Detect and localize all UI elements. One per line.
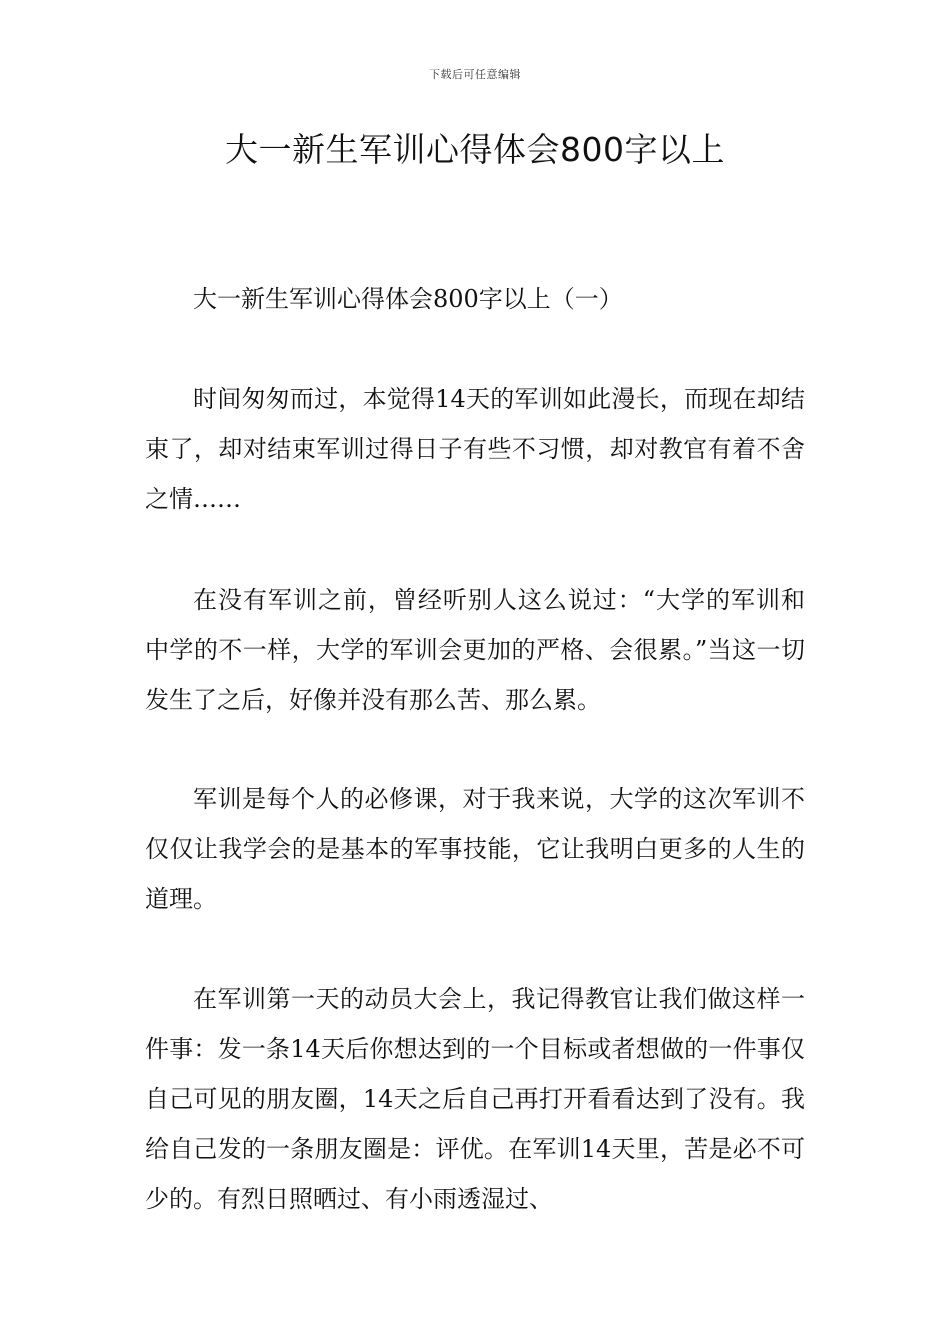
header-note: 下载后可任意编辑 <box>429 68 521 81</box>
paragraph: 时间匆匆而过，本觉得14天的军训如此漫长，而现在却结束了，却对结束军训过得日子有些不习惯，却对教官有着不舍之情…… <box>145 385 805 513</box>
paragraph: 在军训第一天的动员大会上，我记得教官让我们做这样一件事：发一条14天后你想达到的一个目标或者想做的一件事仅自己可见的朋友圈，14天之后自己再打开看看达到了没有。我给自己发的一条朋友圈是：评优。在军训14天里，苦是必不可少的。有烈日照晒过、有小雨透湿过、 <box>145 985 805 1213</box>
paragraph: 军训是每个人的必修课，对于我来说，大学的这次军训不仅仅让我学会的是基本的军事技能，它让我明白更多的人生的道理。 <box>145 785 805 913</box>
document-title: 大一新生军训心得体会800字以上 <box>225 130 725 169</box>
section-subtitle: 大一新生军训心得体会800字以上（一） <box>193 285 623 313</box>
paragraph: 在没有军训之前，曾经听别人这么说过：“大学的军训和中学的不一样，大学的军训会更加的严格、会很累。”当这一切发生了之后，好像并没有那么苦、那么累。 <box>145 586 805 714</box>
